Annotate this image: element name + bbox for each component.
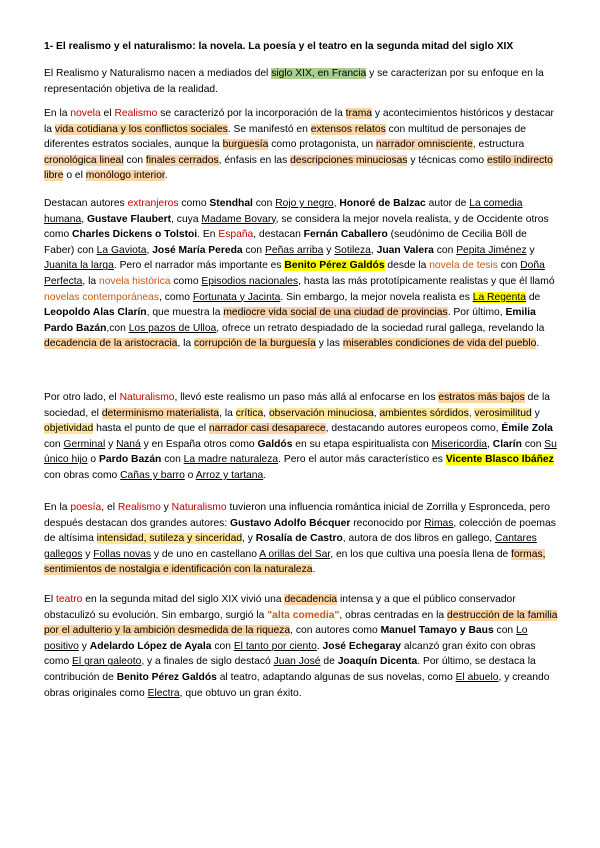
text-run: En la	[44, 502, 71, 513]
text-run: Peñas arriba	[264, 244, 324, 256]
text-run: La Regenta	[472, 291, 526, 303]
text-run: descripciones minuciosas	[290, 154, 408, 166]
text-run: teatro	[56, 594, 83, 605]
text-run: Destacan autores	[44, 198, 128, 209]
text-run: Fortunata y Jacinta	[192, 291, 281, 303]
text-run: Naná	[116, 438, 141, 450]
text-run: narrador omnisciente	[376, 139, 473, 151]
text-run: con obras como	[44, 469, 121, 481]
text-run: alcanzó gran éxito con obras como	[44, 640, 536, 668]
text-run: Madame Bovary	[201, 213, 276, 225]
text-run: , llevó este realismo un paso más allá al enfocarse en los	[174, 392, 439, 403]
text-run: El Realismo y Naturalismo nacen a mediados del	[44, 68, 272, 79]
text-run: finales cerrados	[145, 154, 219, 166]
text-run: ,	[146, 244, 153, 256]
text-run: José Echegaray	[322, 640, 401, 652]
text-run: Juanita la larga	[44, 260, 114, 272]
text-run: y	[78, 640, 90, 652]
teatro-paragraph	[44, 592, 558, 701]
text-run: Fernán Caballero	[303, 229, 388, 241]
text-run: ,	[373, 407, 380, 419]
text-run: .	[536, 338, 540, 350]
text-run: desde la	[384, 260, 430, 272]
text-run: estratos más bajos	[438, 392, 525, 403]
text-run: hasta el punto de que el	[93, 423, 209, 435]
text-run: España	[218, 229, 254, 241]
text-run: . Pero el autor más característico es	[278, 454, 446, 466]
text-run: como	[178, 198, 210, 209]
text-run: , la	[177, 338, 194, 350]
text-run: Follas novas	[93, 548, 152, 560]
text-run: ,	[81, 213, 87, 225]
text-run: , la	[219, 407, 236, 419]
text-run: . Pero el narrador más importante es	[113, 260, 285, 272]
text-run: crítica	[235, 407, 264, 419]
text-run: , en los que cultiva una poesía llena de	[330, 548, 512, 560]
text-run: ambientes sórdidos	[379, 407, 469, 419]
text-run: con	[497, 260, 521, 272]
text-run: Pepita Jiménez	[456, 244, 527, 256]
text-run: al teatro, adaptando algunas de sus novelas, como	[216, 671, 456, 683]
text-run: cronológica lineal	[44, 154, 124, 166]
text-run: de la sociedad, el	[44, 392, 550, 419]
text-run: ,	[487, 438, 493, 450]
text-run: monólogo interior	[85, 170, 165, 182]
text-run: , y creando obras originales como	[44, 671, 550, 699]
text-run: .	[263, 469, 267, 481]
text-run: El	[44, 594, 57, 605]
text-run: o	[184, 469, 196, 481]
text-run: Charles Dickens o Tolstoi	[72, 229, 198, 241]
text-run: , estructura	[472, 139, 525, 151]
text-run: Juan José	[273, 656, 321, 668]
text-run: Naturalismo	[171, 502, 227, 513]
text-run: y técnicas como	[407, 154, 488, 166]
text-run: Electra	[147, 687, 180, 699]
text-run: . En	[197, 229, 219, 241]
text-run: Leopoldo Alas Clarín	[44, 307, 147, 319]
text-run: trama	[345, 108, 372, 119]
text-run: Sotileza	[334, 244, 371, 256]
text-run: , y a finales de siglo destacó	[141, 656, 274, 668]
text-run: y	[531, 407, 540, 419]
text-run: formas, sentimientos de nostalgia e identificación con la naturaleza	[44, 548, 546, 576]
text-run: con	[521, 438, 545, 450]
text-run: Arroz y tartana	[195, 469, 264, 481]
text-run: con	[242, 244, 265, 256]
text-run: José María Pereda	[152, 244, 243, 256]
text-run: Juan Valera	[376, 244, 434, 256]
text-run: Adelardo López de Ayala	[89, 640, 212, 652]
text-run: miserables condiciones de vida del pueblo	[342, 338, 537, 350]
text-run: .	[312, 564, 316, 576]
text-run: extranjeros	[127, 198, 179, 209]
text-run: intensidad, sutileza y sinceridad	[96, 533, 243, 545]
text-run: .	[316, 640, 323, 652]
text-run: . Se manifestó en	[227, 123, 311, 135]
text-run: Émile Zola	[501, 423, 553, 435]
text-run: , destacan	[253, 229, 304, 241]
text-run: con	[493, 625, 517, 637]
text-run: poesía	[70, 502, 102, 513]
text-run: con	[211, 640, 234, 652]
text-run: El gran galeoto	[72, 656, 142, 668]
document-title: 1- El realismo y el naturalismo: la novela. La poesía y el teatro en la segunda mitad del siglo XIX	[44, 41, 514, 52]
text-run: En la	[44, 108, 71, 119]
text-run: Rimas	[424, 517, 454, 529]
text-run: , autora de dos libros en gallego,	[342, 533, 496, 545]
text-run: , que muestra la	[146, 307, 224, 319]
text-run: Stendhal	[209, 198, 253, 209]
text-run: con	[252, 198, 276, 209]
text-run: y	[160, 502, 172, 513]
text-run: reconocido por	[350, 517, 425, 529]
text-run: tuvieron una influencia romántica inicial de Zorrilla y Espronceda, pero después destacan dos grandes autores:	[44, 502, 550, 529]
text-run: , colección de poemas de altísima	[44, 517, 556, 545]
text-run: Su único hijo	[44, 438, 557, 466]
text-run: ,	[263, 407, 269, 419]
text-run: vida cotidiana y los conflictos sociales	[54, 123, 228, 135]
text-run: Realismo	[114, 108, 158, 119]
text-run: y acontecimientos históricos y destacar la	[44, 108, 554, 135]
text-run: en la segunda mitad del siglo XIX vivió una	[82, 594, 285, 605]
text-run: Lo positivo	[44, 625, 528, 652]
text-run: Misericordia	[431, 438, 488, 450]
text-run: Benito Pérez Galdós	[284, 260, 385, 272]
text-run: , hasta las más prototípicamente realistas y que él llamó	[298, 275, 555, 287]
text-run: , y	[242, 533, 256, 545]
text-run: determinismo materialista	[101, 407, 220, 419]
text-run: burguesía	[222, 139, 269, 151]
text-run: A orillas del Sar	[259, 548, 331, 560]
text-run: , como	[159, 291, 193, 303]
text-run: , que obtuvo un gran éxito.	[179, 687, 302, 699]
text-run: mediocre vida social de una ciudad de provincias	[223, 307, 448, 319]
text-run: ,	[370, 244, 377, 256]
text-run: Galdós	[257, 438, 293, 450]
text-run: corrupción de la burguesía	[193, 338, 316, 350]
text-run: intensa y a que el público conservador obstaculizó su evolución. Sin embargo, surgió la	[44, 594, 516, 621]
text-run: , la	[82, 275, 99, 287]
text-run: Germinal	[63, 438, 106, 450]
text-run: de	[525, 291, 541, 303]
text-run: Naturalismo	[119, 392, 175, 403]
text-run: observación minuciosa	[268, 407, 374, 419]
text-run: verosimilitud	[474, 407, 532, 419]
text-run: El abuelo	[455, 671, 499, 683]
text-run: en su etapa espiritualista con	[292, 438, 432, 450]
autores-paragraph	[44, 196, 558, 352]
text-run: ,con	[106, 322, 129, 334]
text-run: Doña Perfecta	[44, 260, 545, 287]
text-run: La madre naturaleza	[183, 454, 279, 466]
text-run: , énfasis en las	[218, 154, 291, 166]
text-run: Cantares gallegos	[44, 533, 537, 560]
text-run: novela de tesis	[429, 260, 498, 272]
text-run: Gustavo Adolfo Bécquer	[230, 517, 351, 529]
text-run: (seudónimo de Cecilia Böll de Faber) con	[44, 229, 527, 256]
text-run: se caracterizó por la incorporación de la	[157, 108, 346, 119]
text-run: La Gaviota	[96, 244, 147, 256]
text-run: La comedia humana	[44, 198, 523, 225]
text-run: narrador casi desaparece	[208, 423, 326, 435]
naturalismo-paragraph	[44, 390, 558, 484]
text-run: , cuya	[171, 213, 202, 225]
text-run: Rosalía de Castro	[255, 533, 343, 545]
text-run: decadencia	[284, 594, 338, 605]
text-run: , destacando autores europeos como,	[325, 423, 502, 435]
text-run: o	[87, 454, 99, 466]
text-run: Gustave Flaubert	[86, 213, 172, 225]
text-run: . Sin embargo, la mejor novela realista es	[280, 291, 473, 303]
text-run: Manuel Tamayo y Baus	[380, 625, 494, 637]
text-run: estilo indirecto libre	[44, 154, 553, 182]
text-run: .	[164, 170, 168, 182]
text-run: con	[161, 454, 184, 466]
text-run: Realismo	[117, 502, 161, 513]
text-run: destrucción de la familia por el adulterio y la ambición desmedida de la riqueza	[44, 609, 558, 637]
text-run: o el	[63, 170, 86, 182]
text-run: , obras centradas en la	[339, 609, 448, 621]
text-run: y se caracterizan por su enfoque en la representación objetiva de la realidad.	[44, 68, 544, 95]
text-run: Honoré de Balzac	[339, 198, 426, 209]
text-run: Cañas y barro	[120, 469, 185, 481]
text-run: , se considera la mejor novela realista, y de Occidente otros como	[44, 213, 549, 241]
text-run: y las	[315, 338, 343, 350]
text-run: . Por último,	[447, 307, 506, 319]
text-run: siglo XIX, en Francia	[271, 68, 367, 79]
text-run: . Por último, se destaca la contribución de	[44, 656, 536, 683]
text-run: como	[170, 275, 202, 287]
text-run: extensos relatos	[310, 123, 386, 135]
text-run: Rojo y negro	[275, 198, 334, 209]
text-run: autor de	[425, 198, 470, 209]
text-run: , con autores como	[290, 625, 381, 637]
text-run: de	[320, 656, 338, 668]
text-run: ,	[333, 198, 340, 209]
text-run: y en España otros como	[140, 438, 258, 450]
text-run: Emilia Pardo Bazán	[44, 307, 536, 334]
text-run: Benito Pérez Galdós	[116, 671, 217, 683]
text-run: con	[123, 154, 146, 166]
text-run: y	[105, 438, 117, 450]
text-run: novelas contemporáneas	[44, 291, 160, 303]
text-run: ,	[468, 407, 475, 419]
text-run: y	[526, 244, 535, 256]
text-run: novela	[70, 108, 101, 119]
text-run: , ofrece un retrato despiadado de la sociedad rural gallega, revelando la	[216, 322, 545, 334]
text-run: "alta comedia"	[267, 609, 340, 621]
text-run: con	[44, 438, 64, 450]
text-run: El tanto por ciento	[233, 640, 317, 652]
text-run: decadencia de la aristocracia	[44, 338, 178, 350]
text-run: con multitud de personajes de diferentes estratos sociales, aunque la	[44, 123, 526, 151]
poesia-paragraph	[44, 500, 558, 578]
text-run: objetividad	[44, 423, 94, 435]
text-run: , el	[101, 502, 118, 513]
text-run: Joaquín Dicenta	[337, 656, 418, 668]
text-run: y	[82, 548, 94, 560]
text-run: el	[100, 108, 115, 119]
text-run: novela histórica	[98, 275, 171, 287]
text-run: Pardo Bazán	[98, 454, 162, 466]
text-run: y	[323, 244, 335, 256]
intro-paragraph	[44, 66, 558, 97]
text-run: con	[433, 244, 457, 256]
text-run: Vicente Blasco Ibáñez	[445, 454, 554, 466]
text-run: Clarín	[492, 438, 522, 450]
text-run: Por otro lado, el	[44, 392, 120, 403]
text-run: Episodios nacionales	[201, 275, 299, 287]
text-run: como protagonista, un	[268, 139, 377, 151]
text-run: y de uno en castellano	[151, 548, 260, 560]
text-run: Los pazos de Ulloa	[128, 322, 217, 334]
novela-realismo-paragraph	[44, 106, 558, 184]
